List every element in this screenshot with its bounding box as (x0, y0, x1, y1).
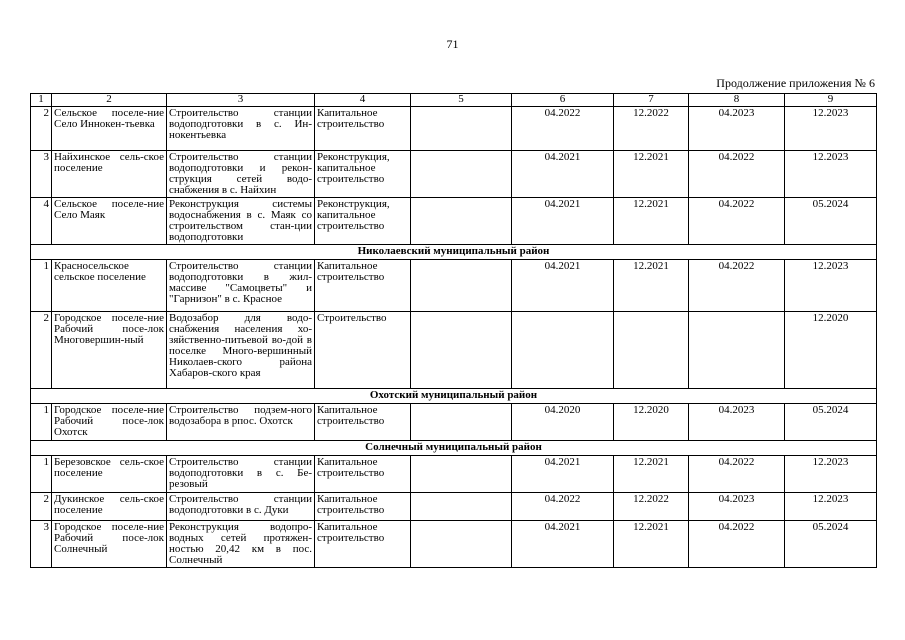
work-type-cell: Капитальное строительство (315, 456, 411, 493)
column-6-date-cell: 04.2022 (512, 107, 614, 151)
column-8-date-cell: 04.2022 (689, 456, 785, 493)
column-9-date-cell: 12.2023 (785, 260, 877, 312)
column-9-date-cell: 12.2023 (785, 456, 877, 493)
program-table (30, 93, 877, 568)
row-number-cell: 2 (31, 107, 52, 151)
column-8-date-cell: 04.2023 (689, 404, 785, 441)
table-row (31, 312, 877, 389)
column-8-date-cell (689, 312, 785, 389)
object-cell: Строительство станции водоподготовки в жил-массиве "Самоцветы" и "Гарнизон" в с. Красное (167, 260, 315, 312)
row-number-cell: 3 (31, 151, 52, 198)
object-cell: Водозабор для водо-снабжения населения хо-зяйственно-питьевой во-дой в поселке Много-вершинный Николаев-ского района Хабаров-ского края (167, 312, 315, 389)
table-row (31, 404, 877, 441)
object-cell: Строительство станции водоподготовки и рекон-струкция сетей водо-снабжения в с. Найхин (167, 151, 315, 198)
column-9-date-cell: 12.2020 (785, 312, 877, 389)
work-type-cell: Капитальное строительство (315, 260, 411, 312)
work-type-cell: Капитальное строительство (315, 404, 411, 441)
table-row (31, 107, 877, 151)
settlement-cell: Городское поселе-ние Рабочий посе-лок Многовершин-ный (52, 312, 167, 389)
settlement-cell: Городское поселе-ние Рабочий посе-лок Солнечный (52, 521, 167, 568)
object-cell: Строительство станции водоподготовки в с. Ин-нокентьевка (167, 107, 315, 151)
header-cell: 3 (167, 94, 315, 107)
work-type-cell: Реконструкция, капитальное строительство (315, 198, 411, 245)
row-number-cell: 1 (31, 260, 52, 312)
column-9-date-cell: 12.2023 (785, 151, 877, 198)
table-row (31, 456, 877, 493)
object-cell: Строительство станции водоподготовки в с. Бе-резовый (167, 456, 315, 493)
district-heading: Солнечный муниципальный район (31, 441, 877, 456)
column-5-cell (411, 151, 512, 198)
column-8-date-cell: 04.2022 (689, 521, 785, 568)
settlement-cell: Найхинское сель-ское поселение (52, 151, 167, 198)
district-heading: Николаевский муниципальный район (31, 245, 877, 260)
work-type-cell: Строительство (315, 312, 411, 389)
column-7-date-cell: 12.2021 (614, 198, 689, 245)
column-8-date-cell: 04.2022 (689, 198, 785, 245)
table-row (31, 260, 877, 312)
work-type-cell: Реконструкция, капитальное строительство (315, 151, 411, 198)
column-5-cell (411, 312, 512, 389)
header-cell: 5 (411, 94, 512, 107)
column-6-date-cell: 04.2020 (512, 404, 614, 441)
settlement-cell: Сельское поселе-ние Село Маяк (52, 198, 167, 245)
column-8-date-cell: 04.2023 (689, 493, 785, 521)
district-heading: Охотский муниципальный район (31, 389, 877, 404)
header-cell: 1 (31, 94, 52, 107)
column-6-date-cell: 04.2021 (512, 521, 614, 568)
column-5-cell (411, 404, 512, 441)
column-8-date-cell: 04.2022 (689, 151, 785, 198)
column-5-cell (411, 107, 512, 151)
settlement-cell: Березовское сель-ское поселение (52, 456, 167, 493)
object-cell: Строительство подзем-ного водозабора в рпос. Охотск (167, 404, 315, 441)
column-7-date-cell: 12.2021 (614, 521, 689, 568)
column-5-cell (411, 493, 512, 521)
work-type-cell: Капитальное строительство (315, 521, 411, 568)
column-8-date-cell: 04.2022 (689, 260, 785, 312)
row-number-cell: 2 (31, 493, 52, 521)
column-9-date-cell: 12.2023 (785, 107, 877, 151)
column-6-date-cell: 04.2021 (512, 456, 614, 493)
appendix-note: Продолжение приложения № 6 (716, 76, 875, 90)
column-6-date-cell: 04.2021 (512, 260, 614, 312)
table-row (31, 521, 877, 568)
column-7-date-cell: 12.2021 (614, 456, 689, 493)
column-9-date-cell: 05.2024 (785, 404, 877, 441)
work-type-cell: Капитальное строительство (315, 107, 411, 151)
object-cell: Реконструкция водопро-водных сетей протяжен-ностью 20,42 км в пос. Солнечный (167, 521, 315, 568)
object-cell: Строительство станции водоподготовки в с. Дуки (167, 493, 315, 521)
row-number-cell: 1 (31, 456, 52, 493)
settlement-cell: Сельское поселе-ние Село Иннокен-тьевка (52, 107, 167, 151)
column-6-date-cell: 04.2021 (512, 151, 614, 198)
district-heading-row (31, 245, 877, 260)
table-row (31, 198, 877, 245)
column-6-date-cell (512, 312, 614, 389)
table-row (31, 493, 877, 521)
row-number-cell: 1 (31, 404, 52, 441)
header-cell: 6 (512, 94, 614, 107)
header-cell: 8 (689, 94, 785, 107)
district-heading-row (31, 441, 877, 456)
column-7-date-cell: 12.2022 (614, 107, 689, 151)
column-5-cell (411, 260, 512, 312)
row-number-cell: 4 (31, 198, 52, 245)
header-cell: 9 (785, 94, 877, 107)
column-9-date-cell: 12.2023 (785, 493, 877, 521)
settlement-cell: Дукинское сель-ское поселение (52, 493, 167, 521)
column-9-date-cell: 05.2024 (785, 198, 877, 245)
column-8-date-cell: 04.2023 (689, 107, 785, 151)
column-5-cell (411, 456, 512, 493)
column-7-date-cell (614, 312, 689, 389)
settlement-cell: Красносельское сельское поселение (52, 260, 167, 312)
row-number-cell: 2 (31, 312, 52, 389)
column-7-date-cell: 12.2022 (614, 493, 689, 521)
table-row (31, 151, 877, 198)
header-cell: 4 (315, 94, 411, 107)
header-row (31, 94, 877, 107)
column-6-date-cell: 04.2022 (512, 493, 614, 521)
object-cell: Реконструкция системы водоснабжения в с. Маяк со строительством стан-ции водоподготовки (167, 198, 315, 245)
column-5-cell (411, 198, 512, 245)
work-type-cell: Капитальное строительство (315, 493, 411, 521)
column-5-cell (411, 521, 512, 568)
header-cell: 2 (52, 94, 167, 107)
column-7-date-cell: 12.2021 (614, 260, 689, 312)
row-number-cell: 3 (31, 521, 52, 568)
district-heading-row (31, 389, 877, 404)
column-7-date-cell: 12.2020 (614, 404, 689, 441)
column-6-date-cell: 04.2021 (512, 198, 614, 245)
header-cell: 7 (614, 94, 689, 107)
page-number: 71 (446, 37, 459, 51)
table-body (31, 94, 877, 568)
column-7-date-cell: 12.2021 (614, 151, 689, 198)
column-9-date-cell: 05.2024 (785, 521, 877, 568)
settlement-cell: Городское поселе-ние Рабочий посе-лок Охотск (52, 404, 167, 441)
